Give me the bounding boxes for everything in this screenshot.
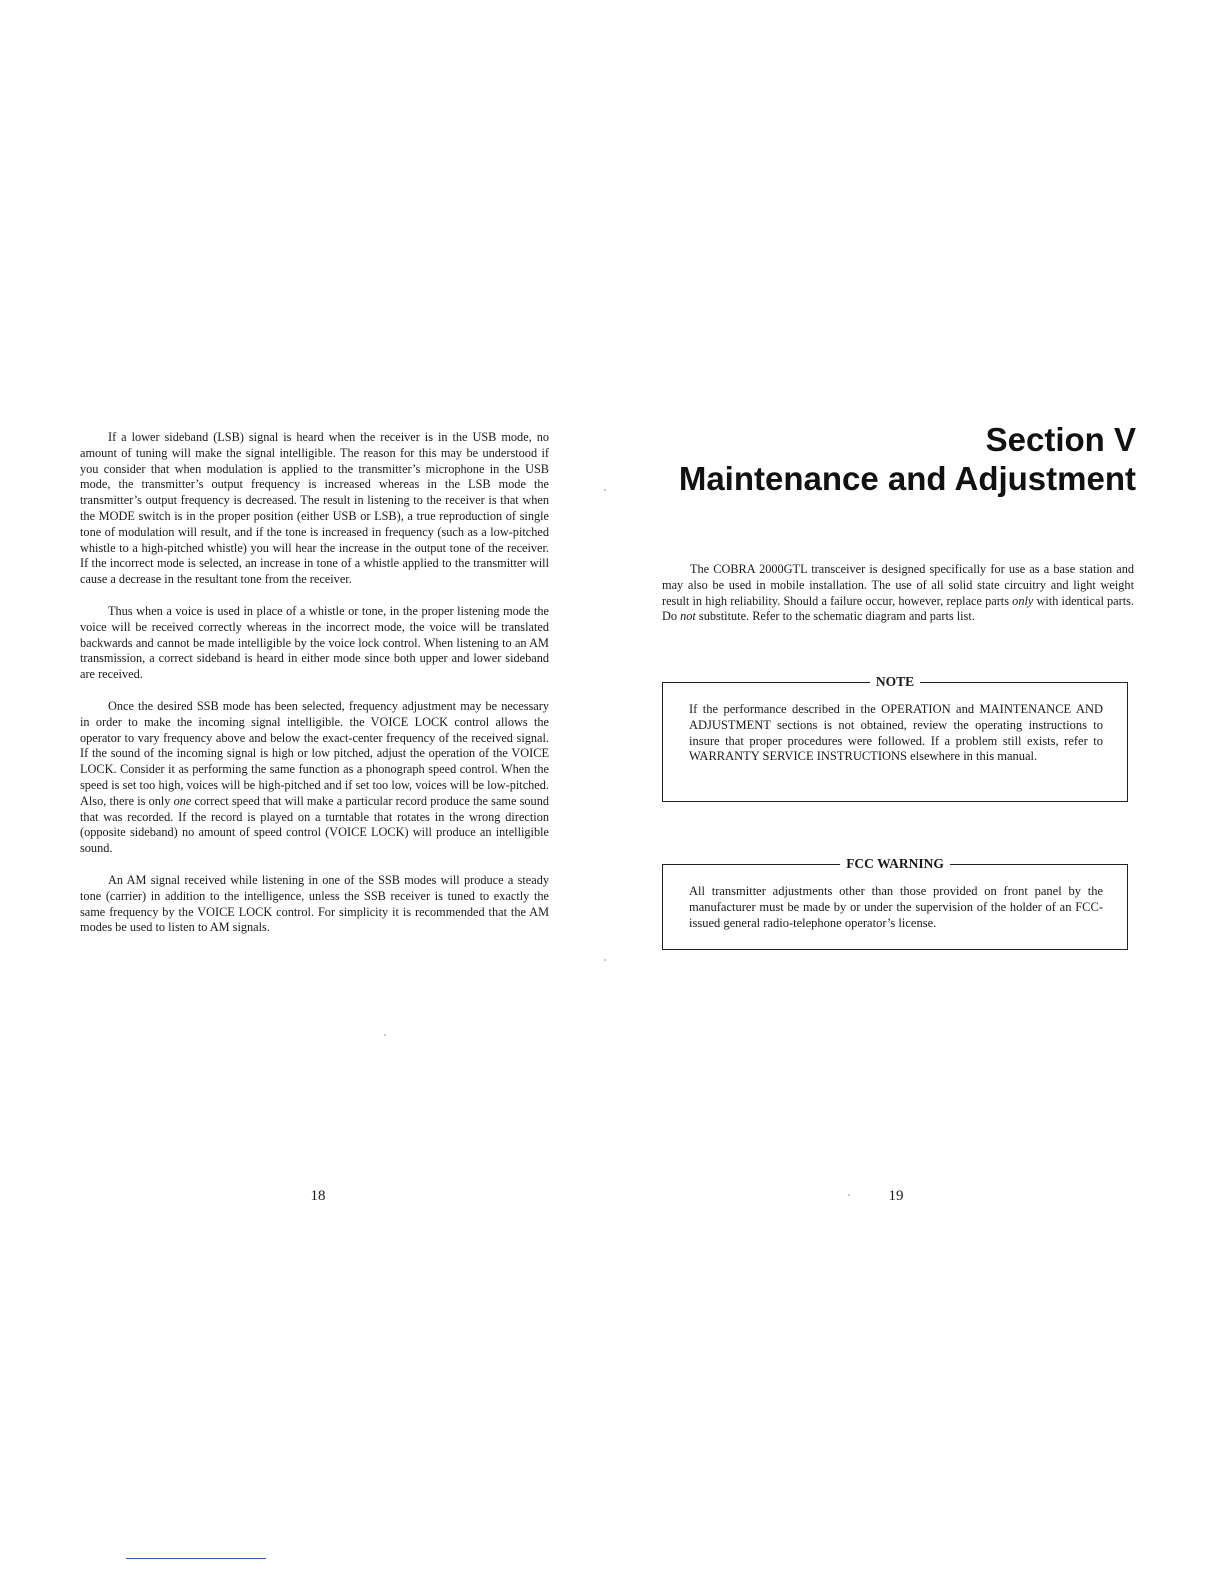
- right-page: [612, 0, 1224, 1584]
- note-body: If the performance described in the OPERATION and MAINTENANCE AND ADJUSTMENT sections is not obtained, review the operating instructions to insure that proper procedures were followed. If a problem still exists, refer to WARRANTY SERVICE INSTRUCTIONS elsewhere in this manual.: [689, 702, 1103, 764]
- paragraph-voice-mode: Thus when a voice is used in place of a whistle or tone, in the proper listening mode the voice will be received correctly whereas in the incorrect mode, the voice will be translated backwards and cannot be made intelligible by the voice lock control. When listening to an AM transmission, a correct sideband is heard in either mode since both upper and lower sideband are received.: [80, 603, 549, 682]
- emphasis-not: not: [680, 609, 696, 624]
- fcc-title: FCC WARNING: [840, 855, 950, 873]
- note-rule-right: [920, 682, 1127, 683]
- scan-speck: [604, 959, 606, 961]
- intro-text-2: with identical parts. Do: [662, 593, 1134, 624]
- note-rule-left: [663, 682, 870, 683]
- intro-text-1: The COBRA 2000GTL transceiver is designed specifically for use as a base station and may also be used in mobile installation. The use of all solid state circuitry and light weight result in high reliability. Should a failure occur, however, replace parts: [662, 562, 1134, 608]
- emphasis-only: only: [1012, 593, 1034, 608]
- page-number-left: 18: [310, 1188, 326, 1204]
- scan-speck: [604, 489, 606, 491]
- paragraph-voice-lock: [80, 699, 549, 857]
- footer-rule: [126, 1558, 266, 1559]
- note-box-header: [663, 673, 1127, 691]
- page-number-right: 19: [888, 1188, 904, 1204]
- left-text-column: [80, 430, 549, 952]
- intro-paragraph: [662, 562, 1134, 625]
- fcc-rule-right: [950, 864, 1127, 865]
- note-title: NOTE: [870, 673, 920, 691]
- note-box: [662, 674, 1128, 802]
- voice-lock-text-before: Once the desired SSB mode has been selected, frequency adjustment may be necessary in order to make the incoming signal intelligible. the VOICE LOCK control allows the operator to vary frequency above and below the exact-center frequency of the received signal. If the sound of the incoming signal is high or low pitched, adjust the operation of the VOICE LOCK. Consider it as performing the same function as a phonograph speed control. When the speed is set too high, voices will be high-pitched and if set too low, voices will be low-pitched. Also, there is only: [80, 698, 549, 808]
- scan-speck: [384, 1034, 386, 1036]
- intro-text-3: substitute. Refer to the schematic diagram and parts list.: [695, 609, 975, 624]
- section-heading: [679, 420, 1136, 498]
- fcc-box-header: [663, 855, 1127, 873]
- section-name-title: Maintenance and Adjustment: [678, 460, 1136, 497]
- fcc-warning-box: [662, 856, 1128, 950]
- paragraph-am-signal: An AM signal received while listening in one of the SSB modes will produce a steady tone (carrier) in addition to the intelligence, unless the SSB receiver is tuned to exactly the same frequency by the VOICE LOCK control. For simplicity it is recommended that the AM modes be used to listen to AM signals.: [80, 872, 549, 935]
- paragraph-lsb-usb: If a lower sideband (LSB) signal is heard when the receiver is in the USB mode, no amount of tuning will make the signal intelligible. The reason for this may be understood if you consider that when modulation is applied to the transmitter’s microphone in the USB mode, the transmitter’s output frequency is increased whereas in the LSB mode the transmitter’s output frequency is decreased. The result in listening to the receiver is that when the MODE switch is in the proper position (either USB or LSB), a true reproduction of single tone of modulation will result, and if the tone is increased in frequency (such as a low-pitched whistle to a high-pitched whistle) you will hear the increase in the output tone of the receiver. If the incorrect mode is selected, an increase in tone of a whistle applied to the transmitter will cause a decrease in the resultant tone from the receiver.: [80, 430, 549, 587]
- voice-lock-text-after: correct speed that will make a particular record produce the same sound that was recorded. If the record is played on a turntable that rotates in the wrong direction (opposite sideband) no amount of speed control (VOICE LOCK) will produce an intelligible sound.: [80, 793, 549, 856]
- fcc-body: All transmitter adjustments other than those provided on front panel by the manufacturer must be made by or under the supervision of the holder of an FCC-issued general radio-telephone operator’s license.: [689, 884, 1103, 930]
- scan-speck: [848, 1194, 850, 1196]
- fcc-rule-left: [663, 864, 840, 865]
- emphasis-one: one: [173, 793, 192, 808]
- section-number-title: Section V: [985, 421, 1136, 458]
